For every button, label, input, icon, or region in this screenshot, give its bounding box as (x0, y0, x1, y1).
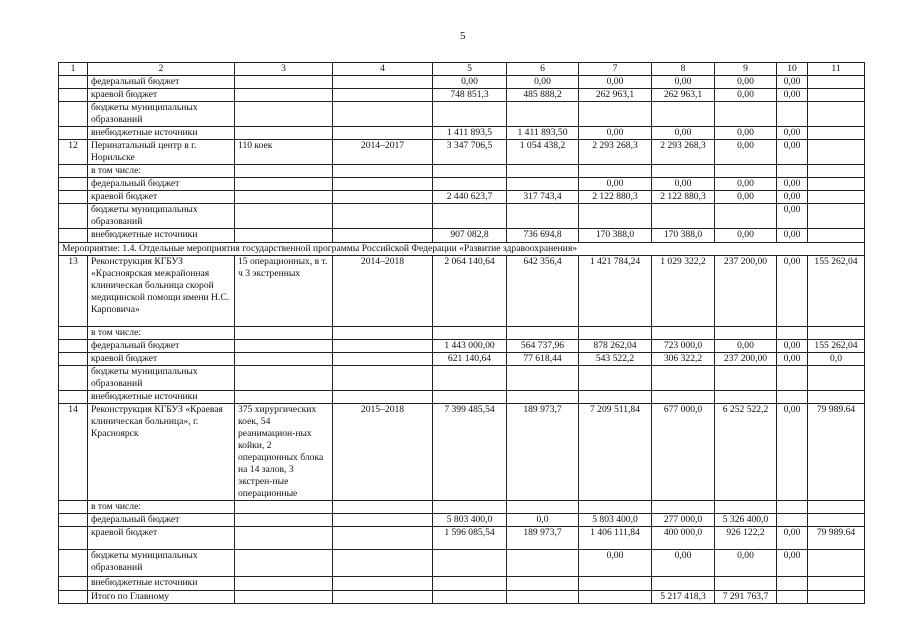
capacity-cell (235, 102, 333, 127)
item-name-cell: в том числе: (88, 327, 235, 340)
row-number-cell (59, 127, 88, 140)
col-6-cell: 1 411 893,50 (507, 127, 579, 140)
col-11-cell: 79 989.64 (808, 404, 865, 501)
col-8-cell (652, 327, 715, 340)
total-cell: 2 064 140,64 (433, 256, 507, 327)
col-9-cell (715, 102, 777, 127)
col-10-cell: 0,00 (777, 550, 808, 577)
table-row (59, 178, 865, 191)
col-11-cell (808, 178, 865, 191)
period-cell (333, 204, 433, 229)
period-cell (333, 191, 433, 204)
col-8-cell: 306 322,2 (652, 353, 715, 366)
col-9-cell (715, 391, 777, 404)
capacity-cell (235, 191, 333, 204)
table-row (59, 340, 865, 353)
table-row (59, 165, 865, 178)
header-row (59, 63, 865, 76)
col-6-cell: 485 888,2 (507, 89, 579, 102)
period-cell (333, 391, 433, 404)
col-9-cell: 5 326 400,0 (715, 514, 777, 527)
budget-table (58, 62, 865, 604)
item-name-cell: федеральный бюджет (88, 76, 235, 89)
col-10-cell (777, 591, 808, 604)
col-11-cell (808, 514, 865, 527)
col-7-cell (579, 366, 652, 391)
row-number-cell (59, 76, 88, 89)
col-11-cell (808, 102, 865, 127)
col-11-cell (808, 76, 865, 89)
col-10-cell (777, 391, 808, 404)
col-6-cell (507, 501, 579, 514)
col-11-cell (808, 591, 865, 604)
col-6-cell: 642 356,4 (507, 256, 579, 327)
col-11-cell (808, 140, 865, 165)
column-header-1: 1 (59, 63, 88, 76)
column-header-3: 3 (235, 63, 333, 76)
col-8-cell: 1 029 322,2 (652, 256, 715, 327)
capacity-cell (235, 527, 333, 550)
col-10-cell: 0,00 (777, 527, 808, 550)
row-number-cell (59, 501, 88, 514)
col-9-cell: 237 200,00 (715, 256, 777, 327)
row-number-cell (59, 353, 88, 366)
period-cell (333, 127, 433, 140)
col-9-cell: 7 291 763,7 (715, 591, 777, 604)
col-7-cell: 543 522,2 (579, 353, 652, 366)
col-10-cell (777, 165, 808, 178)
table-row (59, 89, 865, 102)
total-cell (433, 391, 507, 404)
table-row (59, 404, 865, 501)
period-cell (333, 340, 433, 353)
total-cell: 5 803 400,0 (433, 514, 507, 527)
item-name-cell: краевой бюджет (88, 89, 235, 102)
row-number-cell (59, 89, 88, 102)
period-cell (333, 550, 433, 577)
col-8-cell (652, 204, 715, 229)
item-name-cell: Итого по Главному (88, 591, 235, 604)
period-cell (333, 178, 433, 191)
col-9-cell (715, 501, 777, 514)
total-cell: 1 443 000,00 (433, 340, 507, 353)
col-9-cell (715, 577, 777, 591)
col-9-cell: 0,00 (715, 127, 777, 140)
col-6-cell: 317 743,4 (507, 191, 579, 204)
item-name-cell: бюджеты муниципальных образований (88, 102, 235, 127)
total-cell (433, 327, 507, 340)
col-10-cell: 0,00 (777, 127, 808, 140)
col-8-cell: 723 000,0 (652, 340, 715, 353)
row-number-cell (59, 191, 88, 204)
capacity-cell (235, 366, 333, 391)
col-8-cell: 2 122 880,3 (652, 191, 715, 204)
capacity-cell (235, 229, 333, 243)
total-cell: 621 140,64 (433, 353, 507, 366)
col-8-cell: 277 000,0 (652, 514, 715, 527)
col-10-cell (777, 514, 808, 527)
col-11-cell: 0,0 (808, 353, 865, 366)
table-row (59, 514, 865, 527)
row-number-cell: 14 (59, 404, 88, 501)
col-9-cell: 926 122,2 (715, 527, 777, 550)
total-cell (433, 204, 507, 229)
row-number-cell (59, 229, 88, 243)
column-header-10: 10 (777, 63, 808, 76)
col-8-cell: 0,00 (652, 127, 715, 140)
col-6-cell: 1 054 438,2 (507, 140, 579, 165)
row-number-cell: 12 (59, 140, 88, 165)
period-cell (333, 577, 433, 591)
item-name-cell: бюджеты муниципальных образований (88, 204, 235, 229)
col-10-cell: 0,00 (777, 191, 808, 204)
col-10-cell: 0,00 (777, 140, 808, 165)
col-10-cell: 0,00 (777, 340, 808, 353)
col-11-cell (808, 89, 865, 102)
table-row (59, 327, 865, 340)
table-row (59, 191, 865, 204)
col-6-cell (507, 391, 579, 404)
total-cell (433, 366, 507, 391)
total-cell: 0,00 (433, 76, 507, 89)
col-6-cell (507, 204, 579, 229)
col-10-cell (777, 501, 808, 514)
total-cell: 907 082,8 (433, 229, 507, 243)
col-8-cell: 5 217 418,3 (652, 591, 715, 604)
col-9-cell: 6 252 522,2 (715, 404, 777, 501)
period-cell: 2014–2017 (333, 140, 433, 165)
col-7-cell (579, 391, 652, 404)
col-9-cell: 0,00 (715, 178, 777, 191)
column-header-11: 11 (808, 63, 865, 76)
row-number-cell (59, 102, 88, 127)
col-8-cell: 0,00 (652, 550, 715, 577)
col-11-cell: 155 262,04 (808, 340, 865, 353)
total-cell: 748 851,3 (433, 89, 507, 102)
table-row (59, 102, 865, 127)
total-cell: 1 411 893,5 (433, 127, 507, 140)
total-cell (433, 501, 507, 514)
page-number: 5 (460, 30, 466, 42)
period-cell (333, 353, 433, 366)
col-11-cell (808, 204, 865, 229)
col-6-cell (507, 327, 579, 340)
col-11-cell (808, 229, 865, 243)
table-row (59, 527, 865, 550)
item-name-cell: федеральный бюджет (88, 178, 235, 191)
period-cell (333, 229, 433, 243)
col-8-cell (652, 165, 715, 178)
capacity-cell: 15 операционных, в т. ч 3 экстренных (235, 256, 333, 327)
period-cell (333, 76, 433, 89)
capacity-cell: 110 коек (235, 140, 333, 165)
col-11-cell (808, 550, 865, 577)
col-7-cell (579, 165, 652, 178)
col-7-cell: 0,00 (579, 178, 652, 191)
table-row (59, 577, 865, 591)
col-7-cell: 2 122 880,3 (579, 191, 652, 204)
col-7-cell: 262 963,1 (579, 89, 652, 102)
col-11-cell (808, 366, 865, 391)
table-row (59, 391, 865, 404)
col-11-cell (808, 391, 865, 404)
col-7-cell (579, 204, 652, 229)
capacity-cell (235, 204, 333, 229)
capacity-cell (235, 591, 333, 604)
item-name-cell: внебюджетные источники (88, 577, 235, 591)
capacity-cell (235, 353, 333, 366)
col-8-cell: 0,00 (652, 178, 715, 191)
col-10-cell (777, 327, 808, 340)
col-7-cell: 1 406 111,84 (579, 527, 652, 550)
period-cell (333, 591, 433, 604)
capacity-cell (235, 127, 333, 140)
item-name-cell: федеральный бюджет (88, 340, 235, 353)
row-number-cell (59, 577, 88, 591)
table-row (59, 591, 865, 604)
col-9-cell (715, 366, 777, 391)
capacity-cell (235, 165, 333, 178)
table-row (59, 127, 865, 140)
col-10-cell: 0,00 (777, 204, 808, 229)
col-6-cell: 0,0 (507, 514, 579, 527)
column-header-5: 5 (433, 63, 507, 76)
row-number-cell (59, 514, 88, 527)
col-10-cell: 0,00 (777, 256, 808, 327)
col-6-cell (507, 577, 579, 591)
period-cell (333, 366, 433, 391)
item-name-cell: федеральный бюджет (88, 514, 235, 527)
col-7-cell (579, 577, 652, 591)
col-7-cell: 0,00 (579, 550, 652, 577)
col-6-cell: 77 618,44 (507, 353, 579, 366)
capacity-cell (235, 550, 333, 577)
col-11-cell (808, 127, 865, 140)
period-cell (333, 501, 433, 514)
col-7-cell: 1 421 784,24 (579, 256, 652, 327)
column-header-8: 8 (652, 63, 715, 76)
col-7-cell: 0,00 (579, 127, 652, 140)
row-number-cell: 13 (59, 256, 88, 327)
col-8-cell: 677 000,0 (652, 404, 715, 501)
col-11-cell: 79 989.64 (808, 527, 865, 550)
item-name-cell: бюджеты муниципальных образований (88, 550, 235, 577)
item-name-cell: краевой бюджет (88, 353, 235, 366)
row-number-cell (59, 204, 88, 229)
capacity-cell (235, 391, 333, 404)
col-11-cell (808, 577, 865, 591)
col-9-cell: 0,00 (715, 191, 777, 204)
col-6-cell (507, 102, 579, 127)
period-cell (333, 327, 433, 340)
table-row (59, 550, 865, 577)
row-number-cell (59, 340, 88, 353)
item-name-cell: внебюджетные источники (88, 127, 235, 140)
col-7-cell: 878 262,04 (579, 340, 652, 353)
table-row (59, 501, 865, 514)
table-row (59, 366, 865, 391)
row-number-cell (59, 591, 88, 604)
column-header-9: 9 (715, 63, 777, 76)
period-cell (333, 514, 433, 527)
period-cell (333, 102, 433, 127)
item-name-cell: краевой бюджет (88, 191, 235, 204)
col-11-cell (808, 501, 865, 514)
total-cell: 1 596 085,54 (433, 527, 507, 550)
item-name-cell: внебюджетные источники (88, 229, 235, 243)
col-11-cell (808, 191, 865, 204)
col-8-cell: 0,00 (652, 76, 715, 89)
capacity-cell: 375 хирургических коек, 54 реанимацион-ных койки, 2 операционных блока на 14 залов, 3 экстрен-ные операционные (235, 404, 333, 501)
col-7-cell: 2 293 268,3 (579, 140, 652, 165)
col-6-cell: 189 973,7 (507, 527, 579, 550)
column-header-4: 4 (333, 63, 433, 76)
total-cell: 2 440 623,7 (433, 191, 507, 204)
col-9-cell: 0,00 (715, 550, 777, 577)
col-7-cell (579, 327, 652, 340)
row-number-cell (59, 527, 88, 550)
col-11-cell (808, 327, 865, 340)
col-9-cell: 237 200,00 (715, 353, 777, 366)
table-row (59, 76, 865, 89)
col-10-cell: 0,00 (777, 89, 808, 102)
total-cell (433, 550, 507, 577)
item-name-cell: Перинатальный центр в г. Норильске (88, 140, 235, 165)
total-cell (433, 178, 507, 191)
col-9-cell: 0,00 (715, 76, 777, 89)
period-cell (333, 89, 433, 102)
period-cell (333, 165, 433, 178)
col-7-cell: 7 209 511,84 (579, 404, 652, 501)
table-row (59, 140, 865, 165)
col-8-cell (652, 501, 715, 514)
col-10-cell (777, 577, 808, 591)
col-9-cell (715, 327, 777, 340)
col-6-cell: 189 973,7 (507, 404, 579, 501)
total-cell (433, 591, 507, 604)
col-9-cell (715, 204, 777, 229)
col-6-cell: 0,00 (507, 76, 579, 89)
capacity-cell (235, 577, 333, 591)
section-row (59, 243, 865, 256)
col-9-cell: 0,00 (715, 89, 777, 102)
col-10-cell: 0,00 (777, 76, 808, 89)
item-name-cell: в том числе: (88, 165, 235, 178)
item-name-cell: в том числе: (88, 501, 235, 514)
row-number-cell (59, 165, 88, 178)
capacity-cell (235, 76, 333, 89)
col-9-cell: 0,00 (715, 340, 777, 353)
row-number-cell (59, 178, 88, 191)
total-cell: 7 399 485,54 (433, 404, 507, 501)
row-number-cell (59, 550, 88, 577)
total-cell (433, 577, 507, 591)
col-7-cell: 170 388,0 (579, 229, 652, 243)
col-6-cell: 564 737,96 (507, 340, 579, 353)
capacity-cell (235, 340, 333, 353)
col-10-cell: 0,00 (777, 229, 808, 243)
item-name-cell: Реконструкция КГБУЗ «Красноярская межрайонная клиническая больница скорой медицинской помощи имени Н.С. Карповича» (88, 256, 235, 327)
col-8-cell: 262 963,1 (652, 89, 715, 102)
table-row (59, 204, 865, 229)
col-8-cell (652, 391, 715, 404)
col-6-cell: 736 694,8 (507, 229, 579, 243)
col-6-cell (507, 178, 579, 191)
item-name-cell: краевой бюджет (88, 527, 235, 550)
col-10-cell: 0,00 (777, 404, 808, 501)
capacity-cell (235, 514, 333, 527)
capacity-cell (235, 501, 333, 514)
col-9-cell (715, 165, 777, 178)
col-8-cell: 170 388,0 (652, 229, 715, 243)
col-7-cell: 5 803 400,0 (579, 514, 652, 527)
period-cell (333, 527, 433, 550)
row-number-cell (59, 391, 88, 404)
capacity-cell (235, 327, 333, 340)
capacity-cell (235, 89, 333, 102)
col-11-cell (808, 165, 865, 178)
item-name-cell: Реконструкция КГБУЗ «Краевая клиническая больница», г. Красноярск (88, 404, 235, 501)
col-7-cell (579, 501, 652, 514)
row-number-cell (59, 327, 88, 340)
col-6-cell (507, 550, 579, 577)
col-7-cell (579, 591, 652, 604)
section-title: Мероприятие: 1.4. Отдельные мероприятия государственной программы Российской Федерации «Развитие здравоохранения» (59, 243, 865, 256)
total-cell (433, 165, 507, 178)
total-cell (433, 102, 507, 127)
col-7-cell: 0,00 (579, 76, 652, 89)
col-6-cell (507, 366, 579, 391)
col-6-cell (507, 165, 579, 178)
col-8-cell (652, 366, 715, 391)
col-8-cell: 400 000,0 (652, 527, 715, 550)
col-6-cell (507, 591, 579, 604)
table-row (59, 353, 865, 366)
column-header-7: 7 (579, 63, 652, 76)
total-cell: 3 347 706,5 (433, 140, 507, 165)
col-9-cell: 0,00 (715, 140, 777, 165)
col-8-cell (652, 577, 715, 591)
table-row (59, 229, 865, 243)
col-10-cell: 0,00 (777, 353, 808, 366)
col-8-cell: 2 293 268,3 (652, 140, 715, 165)
period-cell: 2014–2018 (333, 256, 433, 327)
row-number-cell (59, 366, 88, 391)
col-10-cell: 0,00 (777, 178, 808, 191)
col-11-cell: 155 262,04 (808, 256, 865, 327)
col-8-cell (652, 102, 715, 127)
period-cell: 2015–2018 (333, 404, 433, 501)
item-name-cell: бюджеты муниципальных образований (88, 366, 235, 391)
column-header-2: 2 (88, 63, 235, 76)
capacity-cell (235, 178, 333, 191)
col-10-cell (777, 366, 808, 391)
col-10-cell (777, 102, 808, 127)
col-7-cell (579, 102, 652, 127)
table-row (59, 256, 865, 327)
col-9-cell: 0,00 (715, 229, 777, 243)
item-name-cell: внебюджетные источники (88, 391, 235, 404)
column-header-6: 6 (507, 63, 579, 76)
